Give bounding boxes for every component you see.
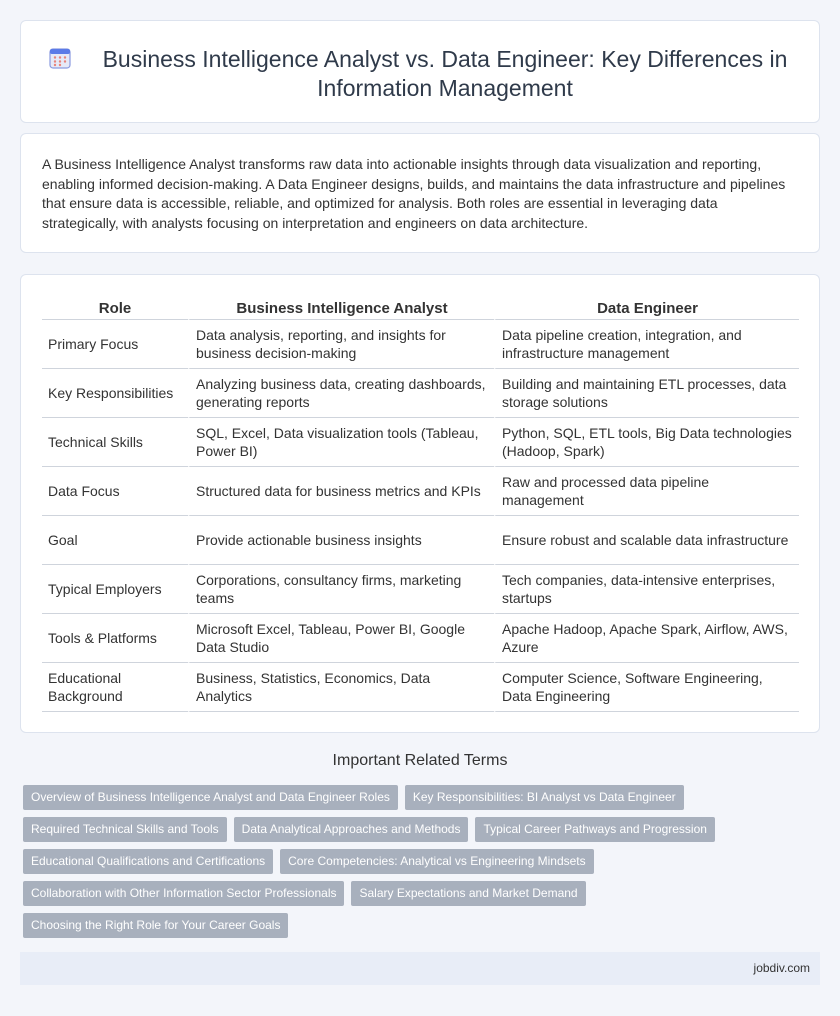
data-engineer-cell: Python, SQL, ETL tools, Big Data technologies (Hadoop, Spark): [494, 418, 799, 467]
related-term-link[interactable]: Core Competencies: Analytical vs Engineering Mindsets: [280, 849, 593, 874]
data-engineer-cell: Ensure robust and scalable data infrastructure: [494, 516, 799, 565]
bi-analyst-cell: SQL, Excel, Data visualization tools (Tableau, Power BI): [188, 418, 494, 467]
data-engineer-cell: Building and maintaining ETL processes, data storage solutions: [494, 369, 799, 418]
related-term-link[interactable]: Educational Qualifications and Certifications: [23, 849, 273, 874]
page-title: Business Intelligence Analyst vs. Data Engineer: Key Differences in Information Management: [102, 46, 788, 101]
header-role: Role: [42, 294, 188, 320]
related-term-link[interactable]: Salary Expectations and Market Demand: [351, 881, 585, 906]
bi-analyst-cell: Structured data for business metrics and KPIs: [188, 467, 494, 516]
table-row: [42, 369, 799, 418]
related-term-link[interactable]: Required Technical Skills and Tools: [23, 817, 227, 842]
header-bi-analyst: Business Intelligence Analyst: [188, 294, 494, 320]
related-term-link[interactable]: Collaboration with Other Information Sector Professionals: [23, 881, 344, 906]
row-label: Technical Skills: [42, 418, 188, 467]
comparison-card: [20, 274, 820, 733]
related-terms-list: [23, 785, 803, 938]
data-engineer-cell: Computer Science, Software Engineering, Data Engineering: [494, 663, 799, 712]
table-row: [42, 320, 799, 369]
header-data-engineer: Data Engineer: [494, 294, 799, 320]
data-engineer-cell: Raw and processed data pipeline management: [494, 467, 799, 516]
bi-analyst-cell: Data analysis, reporting, and insights for business decision-making: [188, 320, 494, 369]
row-label: Tools & Platforms: [42, 614, 188, 663]
bi-analyst-cell: Provide actionable business insights: [188, 516, 494, 565]
data-engineer-cell: Tech companies, data-intensive enterprises, startups: [494, 565, 799, 614]
table-row: [42, 565, 799, 614]
table-row: [42, 663, 799, 712]
related-term-link[interactable]: Key Responsibilities: BI Analyst vs Data Engineer: [405, 785, 684, 810]
related-term-link[interactable]: Choosing the Right Role for Your Career Goals: [23, 913, 288, 938]
row-label: Typical Employers: [42, 565, 188, 614]
intro-card: [20, 133, 820, 253]
data-engineer-cell: Data pipeline creation, integration, and infrastructure management: [494, 320, 799, 369]
table-row: [42, 467, 799, 516]
related-term-link[interactable]: Typical Career Pathways and Progression: [475, 817, 714, 842]
row-label: Educational Background: [42, 663, 188, 712]
bi-analyst-cell: Business, Statistics, Economics, Data Analytics: [188, 663, 494, 712]
table-row: [42, 614, 799, 663]
title-card: [20, 20, 820, 123]
data-engineer-cell: Apache Hadoop, Apache Spark, Airflow, AWS, Azure: [494, 614, 799, 663]
footer: [20, 952, 820, 985]
bi-analyst-cell: Analyzing business data, creating dashboards, generating reports: [188, 369, 494, 418]
table-header-row: [42, 294, 799, 320]
row-label: Key Responsibilities: [42, 369, 188, 418]
related-terms-heading: Important Related Terms: [332, 752, 508, 769]
comparison-table: [42, 294, 799, 712]
row-label: Goal: [42, 516, 188, 565]
bi-analyst-cell: Corporations, consultancy firms, marketing teams: [188, 565, 494, 614]
calendar-icon: [49, 47, 71, 69]
footer-site-link[interactable]: jobdiv.com: [753, 961, 810, 975]
table-row: [42, 516, 799, 565]
related-term-link[interactable]: Overview of Business Intelligence Analyst and Data Engineer Roles: [23, 785, 398, 810]
row-label: Data Focus: [42, 467, 188, 516]
related-term-link[interactable]: Data Analytical Approaches and Methods: [234, 817, 469, 842]
intro-paragraph: A Business Intelligence Analyst transforms raw data into actionable insights through data visualization and reporting, enabling informed decision-making. A Data Engineer designs, builds, and maintains the data infrastructure and pipelines that ensure data is accessible, reliable, and optimized for analysis. Both roles are essential in leveraging data strategically, with analysts focusing on interpretation and engineers on data architecture.: [42, 156, 786, 231]
table-row: [42, 418, 799, 467]
row-label: Primary Focus: [42, 320, 188, 369]
bi-analyst-cell: Microsoft Excel, Tableau, Power BI, Google Data Studio: [188, 614, 494, 663]
